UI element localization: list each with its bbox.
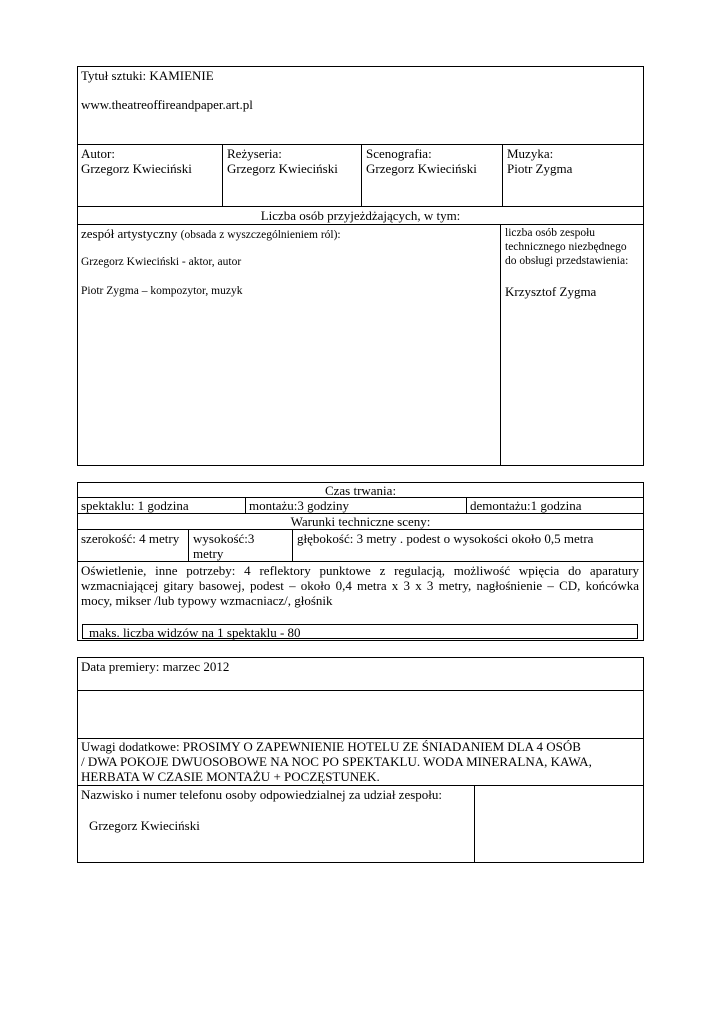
credit-author-role: Autor:	[81, 146, 115, 161]
audience-limit: maks. liczba widzów na 1 spektaklu - 80	[89, 625, 301, 640]
duration-teardown: demontażu:1 godzina	[470, 498, 582, 513]
tech-team-label: do obsługi przedstawienia:	[505, 255, 629, 267]
stage-height: metry	[193, 546, 224, 561]
stage-heading: Warunki techniczne sceny:	[290, 514, 431, 529]
artistic-member: Grzegorz Kwieciński - aktor, autor	[81, 256, 242, 268]
stage-width: szerokość: 4 metry	[81, 531, 180, 546]
duration-show: spektaklu: 1 godzina	[81, 498, 189, 513]
stage-height: wysokość:3	[193, 531, 255, 546]
notes-line: HERBATA W CZASIE MONTAŻU + POCZĘSTUNEK.	[81, 769, 380, 784]
stage-depth: głębokość: 3 metry . podest o wysokości około 0,5 metra	[297, 531, 594, 546]
artistic-member: Piotr Zygma – kompozytor, muzyk	[81, 285, 243, 297]
credit-director-name: Grzegorz Kwieciński	[227, 161, 338, 176]
notes-line: Uwagi dodatkowe: PROSIMY O ZAPEWNIENIE HOTELU ZE ŚNIADANIEM DLA 4 OSÓB	[81, 739, 581, 754]
credit-scenography-role: Scenografia:	[366, 146, 432, 161]
credit-music-role: Muzyka:	[507, 146, 554, 161]
website: www.theatreoffireandpaper.art.pl	[81, 97, 253, 112]
credit-director-role: Reżyseria:	[227, 146, 282, 161]
contact-label: Nazwisko i numer telefonu osoby odpowiedzialnej za udział zespołu:	[81, 787, 443, 802]
tech-team-member: Krzysztof Zygma	[505, 284, 597, 299]
tech-team-label: liczba osób zespołu	[505, 227, 596, 239]
tech-team-label: technicznego niezbędnego	[505, 241, 627, 253]
credit-scenography-name: Grzegorz Kwieciński	[366, 161, 477, 176]
artistic-team-text: zespół artystyczny	[81, 226, 178, 241]
duration-heading: Czas trwania:	[324, 483, 397, 498]
stage-needs: Oświetlenie, inne potrzeby: 4 reflektory punktowe z regulacją, możliwość wpięcia do aparatury wzmacniającej gitary basowej, podest – około 0,4 metra x 3 x 3 metry, nagłośnienie – CD, końcówka mocy, mikser /lub typowy wzmacniacz/, głośnik	[81, 563, 639, 608]
credit-author-name: Grzegorz Kwieciński	[81, 161, 192, 176]
duration-setup: montażu:3 godziny	[249, 498, 350, 513]
artistic-team-note: (obsada z wyszczególnieniem ról):	[180, 229, 341, 241]
contact-name: Grzegorz Kwieciński	[89, 818, 200, 833]
people-heading: Liczba osób przyjeżdżających, w tym:	[260, 208, 461, 223]
notes-line: / DWA POKOJE DWUOSOBOWE NA NOC PO SPEKTAKLU. WODA MINERALNA, KAWA,	[81, 754, 592, 769]
premiere-date: Data premiery: marzec 2012	[81, 659, 230, 674]
credit-music-name: Piotr Zygma	[507, 161, 573, 176]
artistic-team-label	[81, 226, 341, 242]
play-title: Tytuł sztuki: KAMIENIE	[81, 68, 214, 83]
